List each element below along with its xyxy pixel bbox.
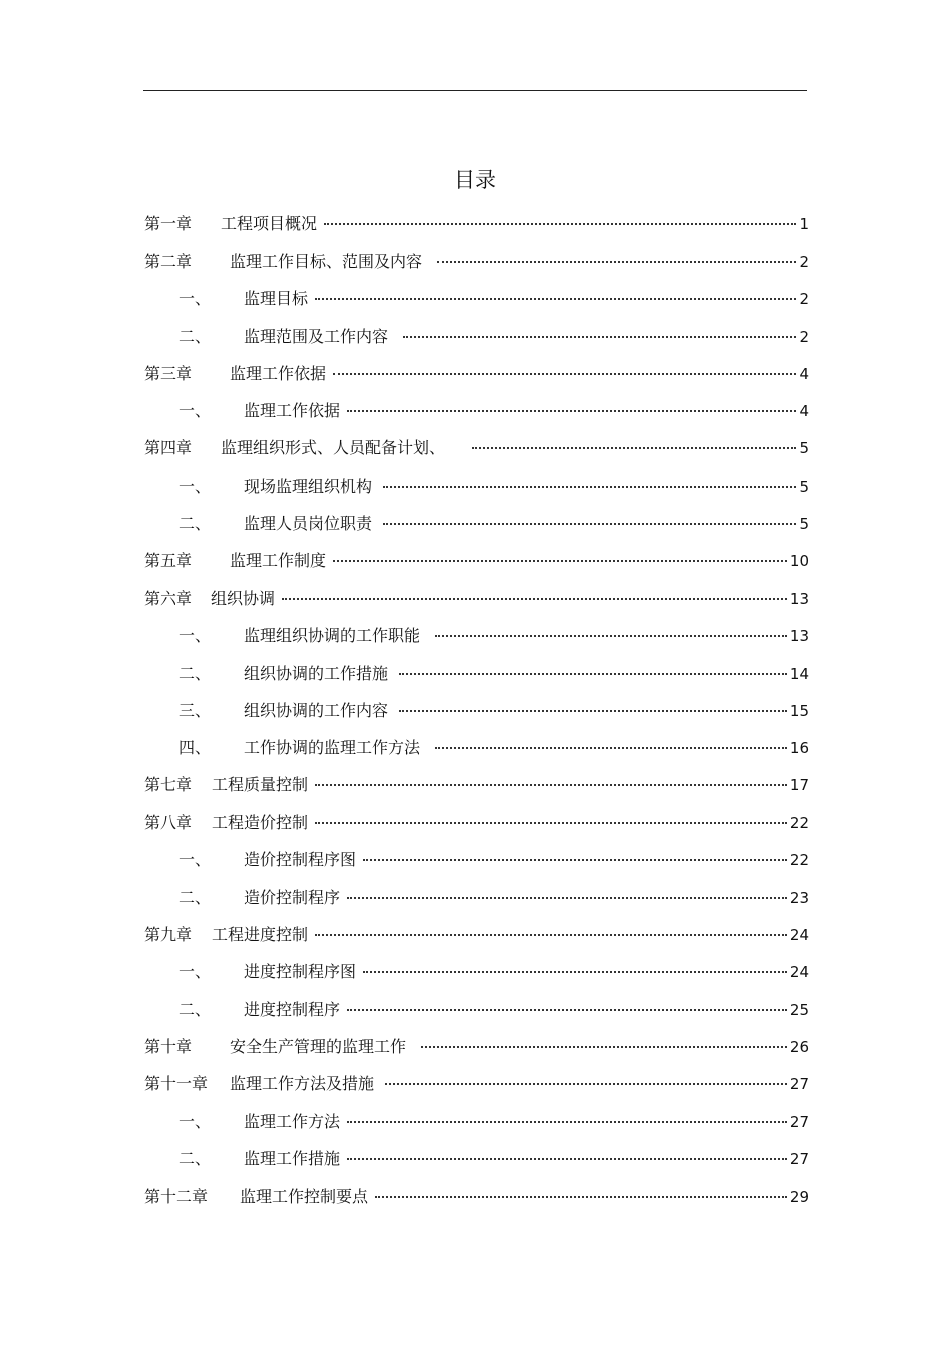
entry-title: 监理组织形式、人员配备计划、 bbox=[221, 438, 446, 457]
entry-page-number: 5 bbox=[799, 515, 809, 533]
entry-title: 进度控制程序 bbox=[244, 1000, 341, 1019]
entry-page-number: 4 bbox=[799, 365, 809, 383]
entry-title: 监理人员岗位职责 bbox=[244, 514, 373, 533]
dot-leader bbox=[363, 971, 787, 973]
dot-leader bbox=[403, 336, 796, 338]
entry-page-number: 27 bbox=[789, 1113, 809, 1131]
entry-number: 二、 bbox=[179, 514, 212, 533]
dot-leader bbox=[315, 934, 787, 936]
toc-entry-section[interactable] bbox=[179, 1110, 809, 1134]
entry-number: 二、 bbox=[179, 327, 212, 346]
dot-leader bbox=[333, 560, 787, 562]
dot-leader bbox=[347, 897, 787, 899]
entry-number: 第四章 bbox=[144, 438, 193, 457]
entry-page-number: 13 bbox=[789, 590, 809, 608]
toc-entry-section[interactable] bbox=[179, 736, 809, 760]
entry-number: 第九章 bbox=[144, 925, 193, 944]
entry-number: 一、 bbox=[179, 962, 212, 981]
entry-number: 第二章 bbox=[144, 252, 193, 271]
toc-entry-section[interactable] bbox=[179, 960, 809, 984]
toc-entry-chapter-11[interactable] bbox=[144, 1072, 809, 1096]
dot-leader bbox=[315, 298, 796, 300]
toc-entry-section[interactable] bbox=[179, 475, 809, 499]
entry-page-number: 26 bbox=[789, 1038, 809, 1056]
dot-leader bbox=[435, 747, 787, 749]
toc-entry-chapter-12[interactable] bbox=[144, 1185, 809, 1209]
entry-title: 工作协调的监理工作方法 bbox=[244, 738, 421, 757]
entry-title: 组织协调的工作措施 bbox=[244, 664, 389, 683]
dot-leader bbox=[383, 486, 796, 488]
entry-title: 监理工作目标、范围及内容 bbox=[230, 252, 423, 271]
toc-entry-chapter-9[interactable] bbox=[144, 923, 809, 947]
entry-page-number: 25 bbox=[789, 1001, 809, 1019]
entry-number: 三、 bbox=[179, 701, 212, 720]
entry-page-number: 16 bbox=[789, 739, 809, 757]
dot-leader bbox=[375, 1196, 787, 1198]
entry-page-number: 22 bbox=[789, 851, 809, 869]
entry-title: 进度控制程序图 bbox=[244, 962, 357, 981]
entry-title: 造价控制程序 bbox=[244, 888, 341, 907]
entry-number: 二、 bbox=[179, 888, 212, 907]
entry-page-number: 4 bbox=[799, 402, 809, 420]
dot-leader bbox=[421, 1046, 787, 1048]
entry-title: 工程造价控制 bbox=[212, 813, 309, 832]
entry-page-number: 22 bbox=[789, 814, 809, 832]
dot-leader bbox=[347, 1009, 787, 1011]
dot-leader bbox=[347, 1121, 787, 1123]
entry-number: 一、 bbox=[179, 1112, 212, 1131]
entry-title: 监理工作方法 bbox=[244, 1112, 341, 1131]
toc-entry-section[interactable] bbox=[179, 399, 809, 423]
dot-leader bbox=[385, 1083, 787, 1085]
dot-leader bbox=[347, 1158, 787, 1160]
entry-number: 第三章 bbox=[144, 364, 193, 383]
entry-page-number: 5 bbox=[799, 439, 809, 457]
dot-leader bbox=[399, 673, 787, 675]
dot-leader bbox=[315, 784, 787, 786]
entry-title: 造价控制程序图 bbox=[244, 850, 357, 869]
entry-number: 四、 bbox=[179, 738, 212, 757]
dot-leader bbox=[324, 223, 796, 225]
entry-title: 监理目标 bbox=[244, 289, 309, 308]
entry-number: 第七章 bbox=[144, 775, 193, 794]
entry-number: 一、 bbox=[179, 626, 212, 645]
entry-title: 监理工作依据 bbox=[230, 364, 327, 383]
dot-leader bbox=[472, 447, 796, 449]
entry-title: 安全生产管理的监理工作 bbox=[230, 1037, 407, 1056]
entry-page-number: 24 bbox=[789, 926, 809, 944]
entry-title: 组织协调 bbox=[211, 589, 276, 608]
dot-leader bbox=[333, 373, 796, 375]
entry-title: 监理组织协调的工作职能 bbox=[244, 626, 421, 645]
toc-entry-chapter-4[interactable] bbox=[144, 436, 809, 460]
entry-page-number: 13 bbox=[789, 627, 809, 645]
entry-number: 第五章 bbox=[144, 551, 193, 570]
entry-title: 监理工作制度 bbox=[230, 551, 327, 570]
toc-entry-section[interactable] bbox=[179, 1147, 809, 1171]
entry-number: 第十一章 bbox=[144, 1074, 209, 1093]
entry-number: 二、 bbox=[179, 1000, 212, 1019]
dot-leader bbox=[315, 822, 787, 824]
entry-number: 一、 bbox=[179, 850, 212, 869]
entry-title: 组织协调的工作内容 bbox=[244, 701, 389, 720]
entry-page-number: 15 bbox=[789, 702, 809, 720]
entry-page-number: 27 bbox=[789, 1075, 809, 1093]
dot-leader bbox=[437, 261, 796, 263]
toc-entry-section[interactable] bbox=[179, 624, 809, 648]
toc-entry-section[interactable] bbox=[179, 848, 809, 872]
entry-page-number: 14 bbox=[789, 665, 809, 683]
dot-leader bbox=[347, 410, 796, 412]
toc-entry-section[interactable] bbox=[179, 886, 809, 910]
toc-entry-chapter-3[interactable] bbox=[144, 362, 809, 386]
entry-title: 工程项目概况 bbox=[221, 214, 318, 233]
toc-entry-chapter-5[interactable] bbox=[144, 549, 809, 573]
dot-leader bbox=[363, 859, 787, 861]
entry-page-number: 24 bbox=[789, 963, 809, 981]
toc-entry-chapter-6[interactable] bbox=[144, 587, 809, 611]
toc-entry-section[interactable] bbox=[179, 662, 809, 686]
entry-number: 第六章 bbox=[144, 589, 193, 608]
toc-entry-section[interactable] bbox=[179, 287, 809, 311]
entry-page-number: 17 bbox=[789, 776, 809, 794]
entry-title: 工程质量控制 bbox=[212, 775, 309, 794]
entry-page-number: 29 bbox=[789, 1188, 809, 1206]
toc-entry-chapter-10[interactable] bbox=[144, 1035, 809, 1059]
entry-number: 二、 bbox=[179, 1149, 212, 1168]
entry-number: 一、 bbox=[179, 477, 212, 496]
entry-number: 第十二章 bbox=[144, 1187, 209, 1206]
entry-number: 一、 bbox=[179, 401, 212, 420]
entry-title: 监理工作依据 bbox=[244, 401, 341, 420]
toc-entry-section[interactable] bbox=[179, 699, 809, 723]
entry-title: 工程进度控制 bbox=[212, 925, 309, 944]
entry-page-number: 10 bbox=[789, 552, 809, 570]
entry-number: 第八章 bbox=[144, 813, 193, 832]
entry-page-number: 1 bbox=[799, 215, 809, 233]
entry-page-number: 2 bbox=[799, 253, 809, 271]
entry-title: 监理工作措施 bbox=[244, 1149, 341, 1168]
entry-title: 现场监理组织机构 bbox=[244, 477, 373, 496]
dot-leader bbox=[282, 598, 787, 600]
entry-page-number: 23 bbox=[789, 889, 809, 907]
entry-number: 第一章 bbox=[144, 214, 193, 233]
entry-page-number: 5 bbox=[799, 478, 809, 496]
dot-leader bbox=[399, 710, 787, 712]
toc-entry-section[interactable] bbox=[179, 998, 809, 1022]
entry-number: 第十章 bbox=[144, 1037, 193, 1056]
toc-entry-section[interactable] bbox=[179, 512, 809, 536]
toc-entry-chapter-1[interactable] bbox=[144, 212, 809, 236]
dot-leader bbox=[383, 523, 796, 525]
entry-title: 监理工作控制要点 bbox=[240, 1187, 369, 1206]
entry-page-number: 27 bbox=[789, 1150, 809, 1168]
entry-title: 监理工作方法及措施 bbox=[230, 1074, 375, 1093]
toc-entry-chapter-7[interactable] bbox=[144, 773, 809, 797]
entry-page-number: 2 bbox=[799, 290, 809, 308]
entry-number: 二、 bbox=[179, 664, 212, 683]
page-title: 目录 bbox=[454, 168, 496, 192]
entry-page-number: 2 bbox=[799, 328, 809, 346]
toc-entry-section[interactable] bbox=[179, 325, 809, 349]
toc-entry-chapter-2[interactable] bbox=[144, 250, 809, 274]
toc-entry-chapter-8[interactable] bbox=[144, 811, 809, 835]
entry-number: 一、 bbox=[179, 289, 212, 308]
entry-title: 监理范围及工作内容 bbox=[244, 327, 389, 346]
dot-leader bbox=[435, 635, 787, 637]
